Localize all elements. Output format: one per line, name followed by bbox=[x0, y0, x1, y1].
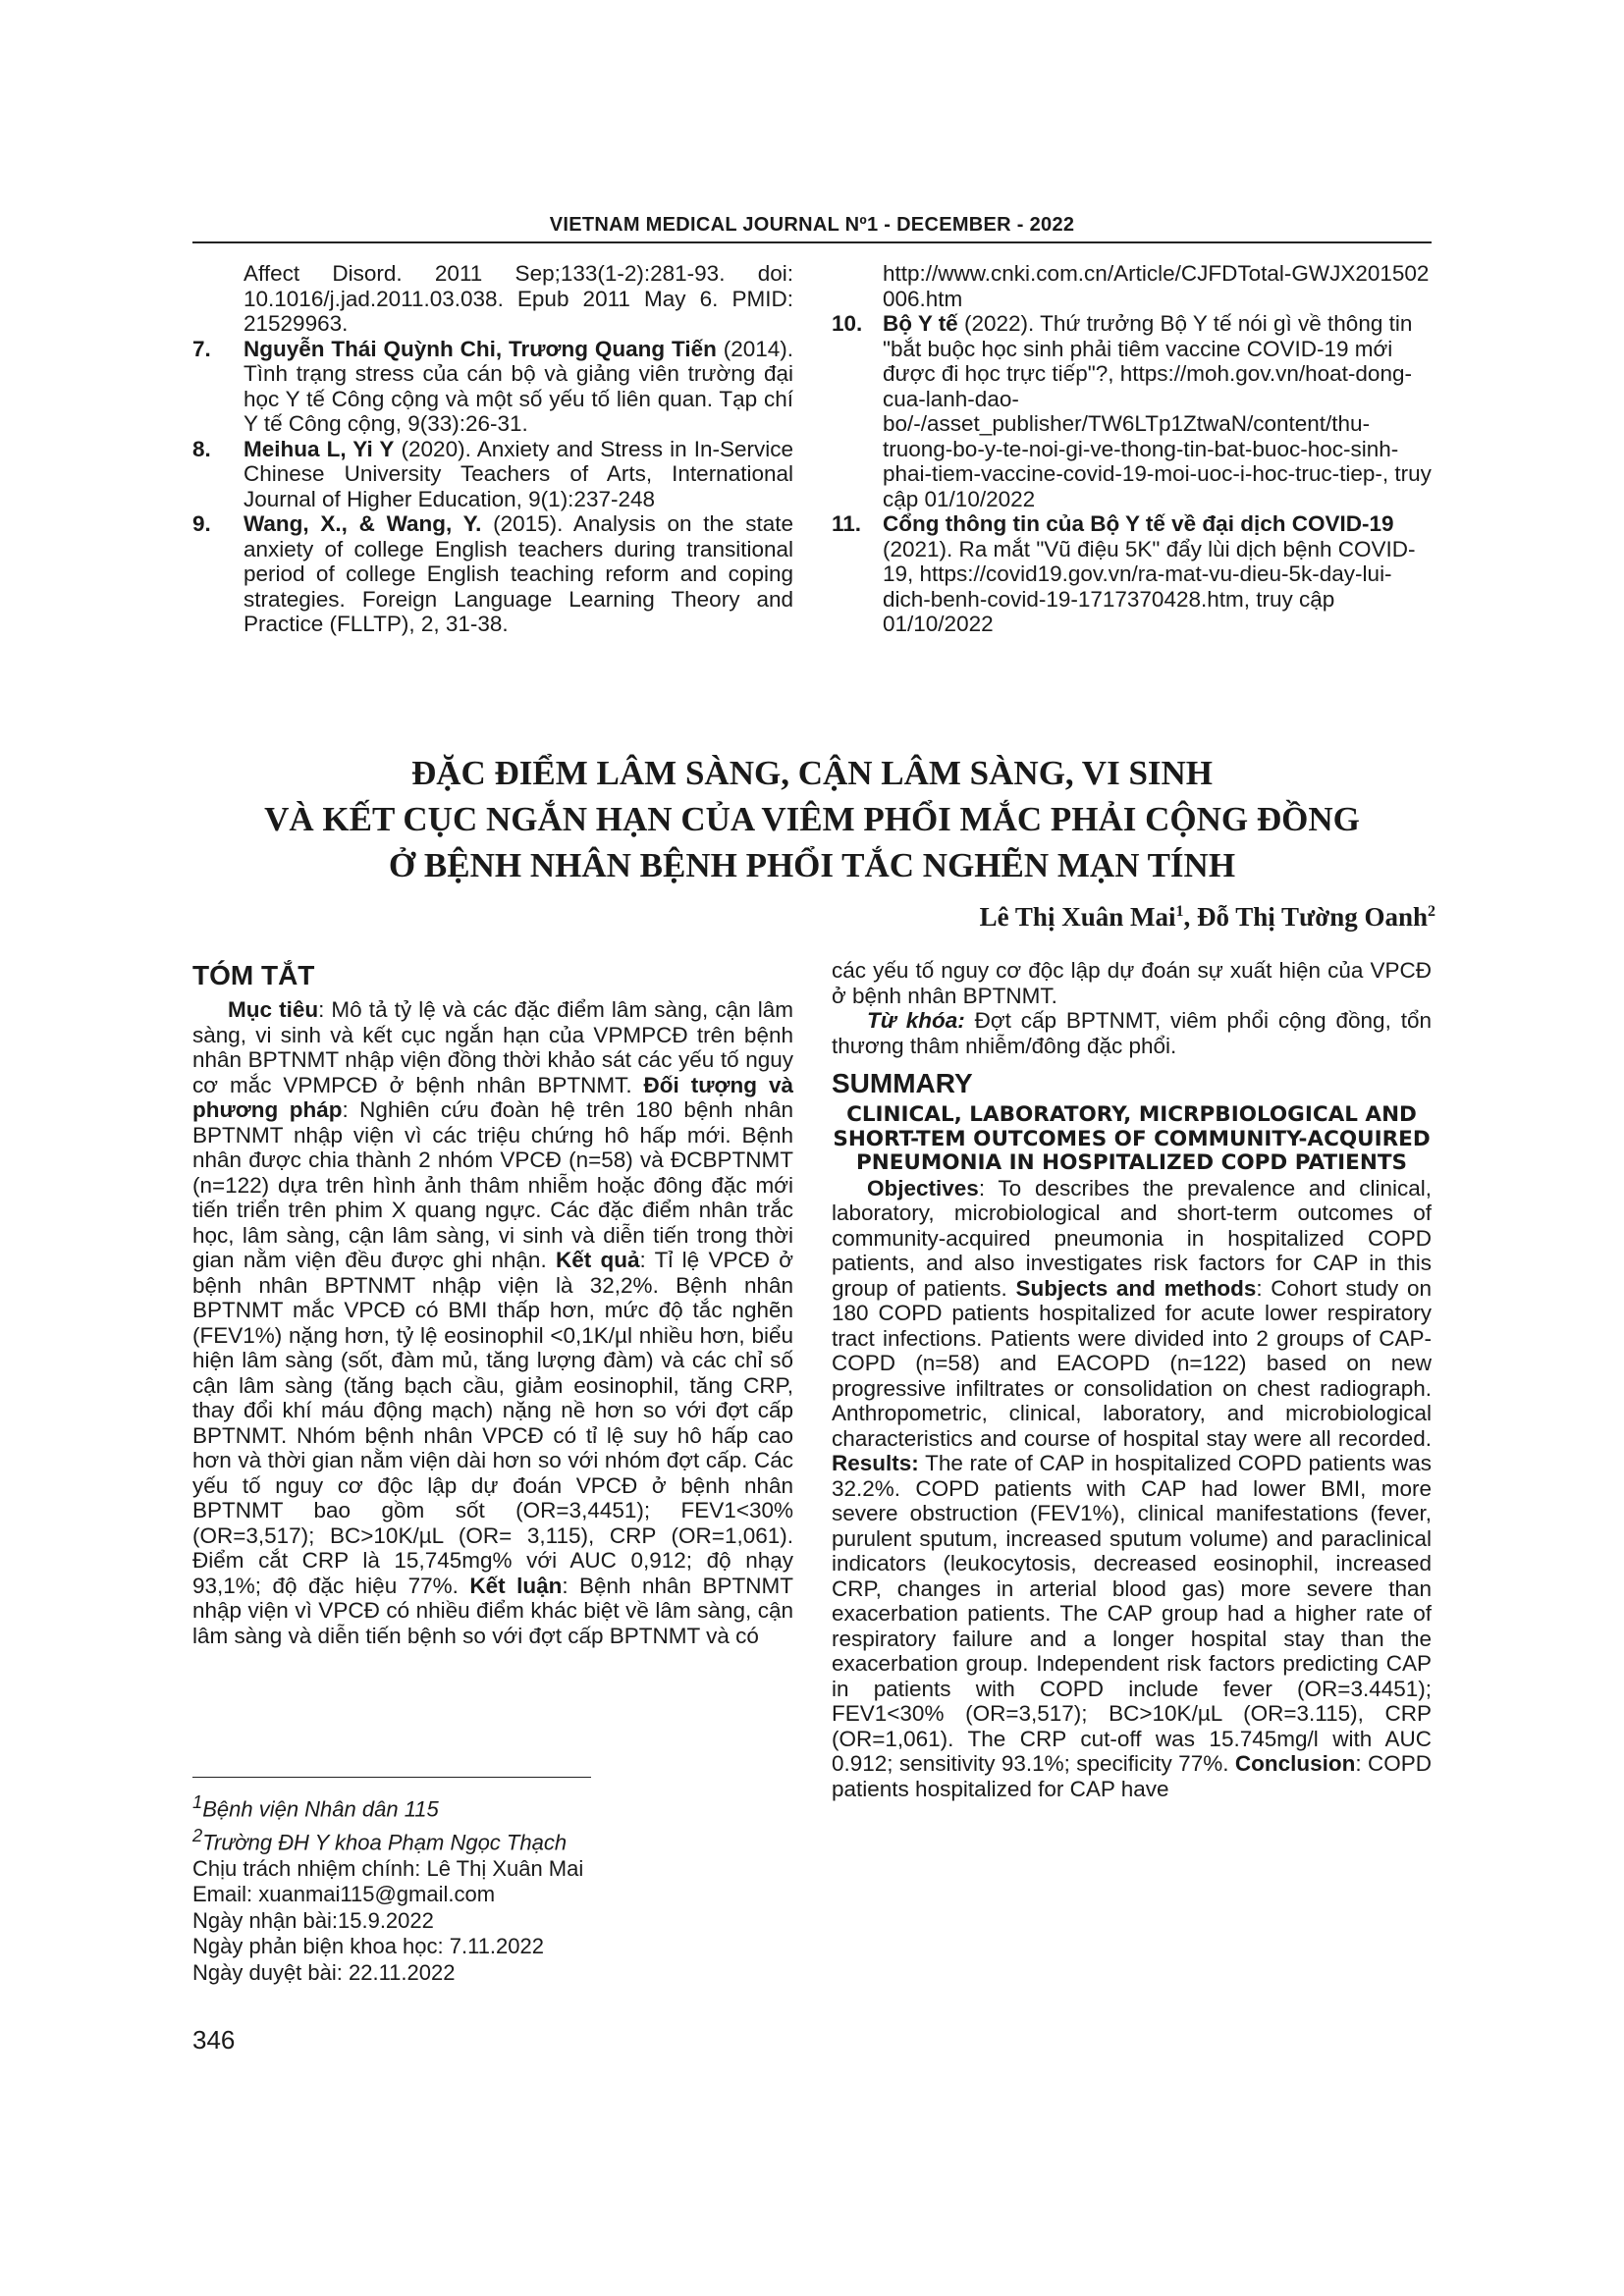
references-left bbox=[192, 261, 793, 637]
abstract-continuation: các yếu tố nguy cơ độc lập dự đoán sự xuất hiện của VPCĐ ở bệnh nhân BPTNMT. bbox=[832, 958, 1432, 1008]
abstract-vietnamese bbox=[192, 958, 793, 1648]
title-line: ĐẶC ĐIỂM LÂM SÀNG, CẬN LÂM SÀNG, VI SINH bbox=[410, 754, 1214, 792]
affiliation-marker: 2 bbox=[1428, 903, 1435, 920]
abstract-heading: TÓM TẮT bbox=[192, 960, 315, 990]
references-right bbox=[832, 261, 1432, 637]
affiliation-2: $^2$Trường ĐH Y khoa Phạm Ngọc Thạch bbox=[192, 1824, 568, 1855]
reference-10: 10. Bộ Y tế (2022). Thứ trưởng Bộ Y tế nói gì về thông tin "bắt buộc học sinh phải tiêm vaccine COVID-19 mới được đi học trực tiếp"?, https://moh.gov.vn/hoat-dong-cua-lanh-dao-bo/-/asset_publisher/TW6LTp1ZtwaN/content/thu-truong-bo-y-te-noi-gi-ve-thong-tin-bat-buoc-hoc-sinh-phai-tiem-vaccine-covid-19-moi-uoc-i-hoc-truc-tiep-, truy cập 01/10/2022 bbox=[832, 311, 1432, 511]
affiliation-marker: 1 bbox=[1175, 903, 1184, 920]
email: Email: xuanmai115@gmail.com bbox=[192, 1882, 496, 1907]
author-name: Đỗ Thị Tường Oanh bbox=[1196, 902, 1428, 932]
footnotes bbox=[192, 1789, 782, 1986]
reference-7: 7. Nguyễn Thái Quỳnh Chi, Trương Quang Tiến (2014). Tình trạng stress của cán bộ và giảng viên trường đại học Y tế Công cộng và một số yếu tố liên quan. Tạp chí Y tế Công cộng, 9(33):26-31. bbox=[192, 336, 794, 436]
page-number: 346 bbox=[192, 2025, 236, 2055]
reference-9: 9. Wang, X., & Wang, Y. (2015). Analysis on the state anxiety of college English teachers during transitional period of college English teaching reform and coping strategies. Foreign Language Learning Theory and Practice (FLLTP), 2, 31-38. bbox=[192, 511, 794, 636]
abstract-body: Mục tiêu: Mô tả tỷ lệ và các đặc điểm lâm sàng, cận lâm sàng, vi sinh và kết cục ngắn hạn của VPMPCĐ trên bệnh nhân BPTNMT nhập viện đồng thời khảo sát các yếu tố nguy cơ mắc VPMPCĐ ở bệnh nhân BPTNMT. Đối tượng và phương pháp: Nghiên cứu đoàn hệ trên 180 bệnh nhân BPTNMT nhập viện vì các triệu chứng hô hấp mới. Bệnh nhân được chia thành 2 nhóm VPCĐ (n=58) và ĐCBPTNMT (n=122) dựa trên hình ảnh thâm nhiễm hoặc đông đặc mới tiến triển trên phim X quang ngực. Các đặc điểm nhân trắc học, lâm sàng, cận lâm sàng, vi sinh và diễn tiến trong thời gian nằm viện đều được ghi nhận. Kết quả: Tỉ lệ VPCĐ ở bệnh nhân BPTNMT nhập viện là 32,2%. Bệnh nhân BPTNMT mắc VPCĐ có BMI thấp hơn, mức độ tắc nghẽn (FEV1%) nặng hơn, tỷ lệ eosinophil <0,1K/µl nhiều hơn, biểu hiện lâm sàng (sốt, đàm mủ, tăng lượng đàm) và các chỉ số cận lâm sàng (tăng bạch cầu, giảm eosinophil, tăng CRP, thay đổi khí máu động mạch) nặng nề hơn so với đợt cấp BPTNMT. Nhóm bệnh nhân VPCĐ có tỉ lệ suy hô hấp cao hơn và thời gian nằm viện dài hơn so với nhóm đợt cấp. Các yếu tố nguy cơ độc lập dự đoán VPCĐ ở bệnh nhân BPTNMT bao gồm sốt (OR=3,4451); FEV1<30% (OR=3,517); BC>10K/µL (OR= 3,115), CRP (OR=1,061). Điểm cắt CRP là 15,745mg% với AUC 0,912; độ nhạy 93,1%; độ đặc hiệu 77%. Kết luận: Bệnh nhân BPTNMT nhập viện vì VPCĐ có nhiều điểm khác biệt về lâm sàng, cận lâm sàng và diễn tiến bệnh so với đợt cấp BPTNMT và có bbox=[192, 997, 794, 1648]
reference-8: 8. Meihua L, Yi Y (2020). Anxiety and Stress in In-Service Chinese University Teachers of Arts, International Journal of Higher Education, 9(1):237-248 bbox=[192, 436, 793, 511]
article-title bbox=[147, 750, 1477, 888]
running-header: VIETNAM MEDICAL JOURNAL Nº1 - DECEMBER - 2022 bbox=[549, 214, 1075, 236]
authors: Lê Thị Xuân Mai$^1$, Đỗ Thị Tường Oanh$^2$ bbox=[979, 902, 1435, 932]
header-rule bbox=[192, 241, 1432, 243]
footnote-rule bbox=[192, 1777, 591, 1778]
summary-heading: SUMMARY bbox=[832, 1068, 973, 1098]
corresponding-author: Chịu trách nhiệm chính: Lê Thị Xuân Mai bbox=[192, 1855, 584, 1881]
date-accepted: Ngày duyệt bài: 22.11.2022 bbox=[192, 1959, 456, 1985]
reference-continuation: http://www.cnki.com.cn/Article/CJFDTotal-GWJX201502006.htm bbox=[883, 261, 1430, 311]
keywords: Từ khóa: Đợt cấp BPTNMT, viêm phổi cộng đồng, tổn thương thâm nhiễm/đông đặc phổi. bbox=[832, 1008, 1432, 1058]
date-received: Ngày nhận bài:15.9.2022 bbox=[192, 1907, 434, 1933]
date-reviewed: Ngày phản biện khoa học: 7.11.2022 bbox=[192, 1934, 544, 1959]
affiliation-1: $^1$Bệnh viện Nhân dân 115 bbox=[192, 1791, 439, 1822]
summary-body: Objectives: To describes the prevalence and clinical, laboratory, microbiological and short-term outcomes of community-acquired pneumonia in hospitalized COPD patients, and also investigates risk factors for CAP in this group of patients. Subjects and methods: Cohort study on 180 COPD patients hospitalized for acute lower respiratory tract infections. Patients were divided into 2 groups of CAP-COPD (n=58) and EACOPD (n=122) based on new progressive infiltrates or consolidation on chest radiograph. Anthropometric, clinical, laboratory, and microbiological characteristics and course of hospital stay were all recorded. Results: The rate of CAP in hospitalized COPD patients was 32.2%. COPD patients with CAP had lower BMI, more severe obstruction (FEV1%), clinical manifestations (fever, purulent sputum, increased sputum volume) and paraclinical indicators (leukocytosis, decreased eosinophil, increased CRP, changes in arterial blood gas) more severe than exacerbation patients. The CAP group had a higher rate of respiratory failure and a longer hospital stay than the exacerbation group. Independent risk factors predicting CAP in patients with COPD include fever (OR=3.4451); FEV1<30% (OR=3,517); BC>10K/µL (OR=3.115), CRP (OR=1,061). The CRP cut-off was 15.745mg/l with AUC 0.912; sensitivity 93.1%; specificity 77%. Conclusion: COPD patients hospitalized for CAP have bbox=[832, 1175, 1433, 1801]
summary-title: CLINICAL, LABORATORY, MICRPBIOLOGICAL AND SHORT-TEM OUTCOMES OF COMMUNITY-ACQUIRED PNEUMONIA IN HOSPITALIZED COPD PATIENTS bbox=[833, 1102, 1431, 1175]
title-line: Ở BỆNH NHÂN BỆNH PHỔI TẮC NGHẼN MẠN TÍNH bbox=[388, 846, 1236, 884]
title-line: VÀ KẾT CỤC NGẮN HẠN CỦA VIÊM PHỔI MẮC PHẢI CỘNG ĐỒNG bbox=[264, 800, 1360, 838]
author-name: Lê Thị Xuân Mai bbox=[979, 902, 1176, 932]
reference-continuation: Affect Disord. 2011 Sep;133(1-2):281-93. doi: 10.1016/j.jad.2011.03.038. Epub 2011 May 6. PMID: 21529963. bbox=[244, 261, 793, 336]
abstract-right-column bbox=[832, 958, 1432, 1801]
reference-11: 11. Cổng thông tin của Bộ Y tế về đại dịch COVID-19 (2021). Ra mắt "Vũ điệu 5K" đẩy lùi dịch bệnh COVID-19, https://covid19.gov.vn/ra-mat-vu-dieu-5k-day-lui-dich-benh-covid-19-1717370428.htm, truy cập 01/10/2022 bbox=[832, 511, 1416, 636]
